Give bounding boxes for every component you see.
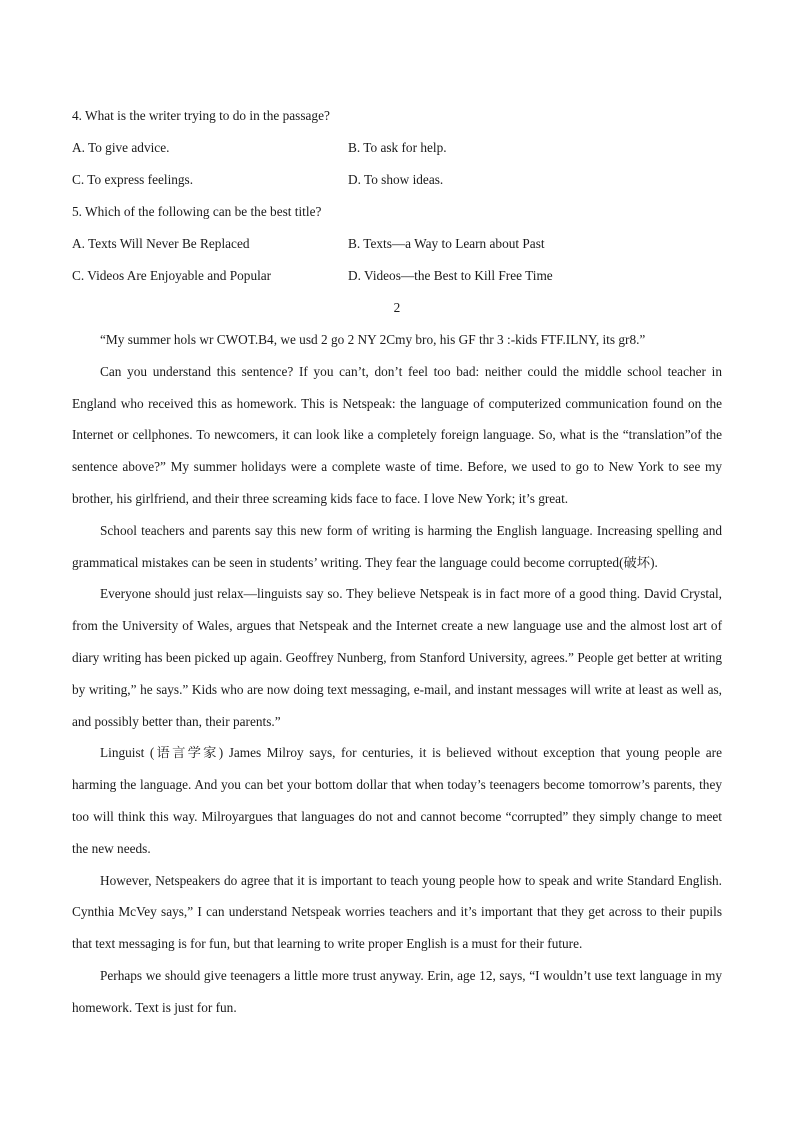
passage-paragraph: School teachers and parents say this new form of writing is harming the English language. Increasing spelling and grammatical mistakes can be seen in students’ writing. They fear the language could become corrupted(破坏). xyxy=(72,522,722,570)
passage-paragraph: Can you understand this sentence? If you can’t, don’t feel too bad: neither could the middle school teacher in England who received this as homework. This is Netspeak: the language of computerized communication found on the Internet or cellphones. To newcomers, it can look like a completely foreign language. So, what is the “translation”of the sentence above?” My summer holidays were a complete waste of time. Before, we used to go to New York to see my brother, his girlfriend, and their three screaming kids face to face. I love New York; it’s great. xyxy=(72,363,722,506)
options-row xyxy=(72,260,722,292)
passage-paragraph: However, Netspeakers do agree that it is important to teach young people how to speak and write Standard English. Cynthia McVey says,” I can understand Netspeak worries teachers and it’s important that they get across to their pupils that text messaging is for fun, but that learning to write proper English is a must for their future. xyxy=(72,872,722,952)
passage-paragraph: “My summer hols wr CWOT.B4, we usd 2 go 2 NY 2Cmy bro, his GF thr 3 :-kids FTF.ILNY, its gr8.” xyxy=(100,332,646,347)
options-row xyxy=(72,132,722,164)
option-b: B. Texts—a Way to Learn about Past xyxy=(348,236,545,251)
section-number: 2 xyxy=(393,300,401,315)
question-stem: 4. What is the writer trying to do in the passage? xyxy=(72,108,330,123)
option-b: B. To ask for help. xyxy=(348,140,447,155)
option-a: A. To give advice. xyxy=(72,140,170,155)
option-d: D. To show ideas. xyxy=(348,172,444,187)
passage xyxy=(72,324,722,1024)
option-d: D. Videos—the Best to Kill Free Time xyxy=(348,268,553,283)
option-a: A. Texts Will Never Be Replaced xyxy=(72,236,250,251)
question-5 xyxy=(72,196,722,292)
options-row xyxy=(72,228,722,260)
passage-paragraph: Everyone should just relax—linguists say so. They believe Netspeak is in fact more of a good thing. David Crystal, from the University of Wales, argues that Netspeak and the Internet create a new language use and the almost lost art of diary writing has been picked up again. Geoffrey Nunberg, from Stanford University, agrees.” People get better at writing by writing,” he says.” Kids who are now doing text messaging, e-mail, and instant messages will write at least as well as, and possibly better than, their parents.” xyxy=(72,586,722,729)
passage-paragraph: Linguist (语言学家) James Milroy says, for centuries, it is believed without exception that young people are harming the language. And you can bet your bottom dollar that when today’s teenagers become tomorrow’s parents, they too will think this way. Milroyargues that languages do not and cannot become “corrupted” they simply change to meet the new needs. xyxy=(72,745,722,856)
option-c: C. To express feelings. xyxy=(72,172,194,187)
option-c: C. Videos Are Enjoyable and Popular xyxy=(72,268,272,283)
document-content xyxy=(72,100,722,1024)
passage-paragraph: Perhaps we should give teenagers a little more trust anyway. Erin, age 12, says, “I wouldn’t use text language in my homework. Text is just for fun. xyxy=(72,967,722,1015)
question-4 xyxy=(72,100,722,196)
question-stem: 5. Which of the following can be the best title? xyxy=(72,204,322,219)
options-row xyxy=(72,164,722,196)
